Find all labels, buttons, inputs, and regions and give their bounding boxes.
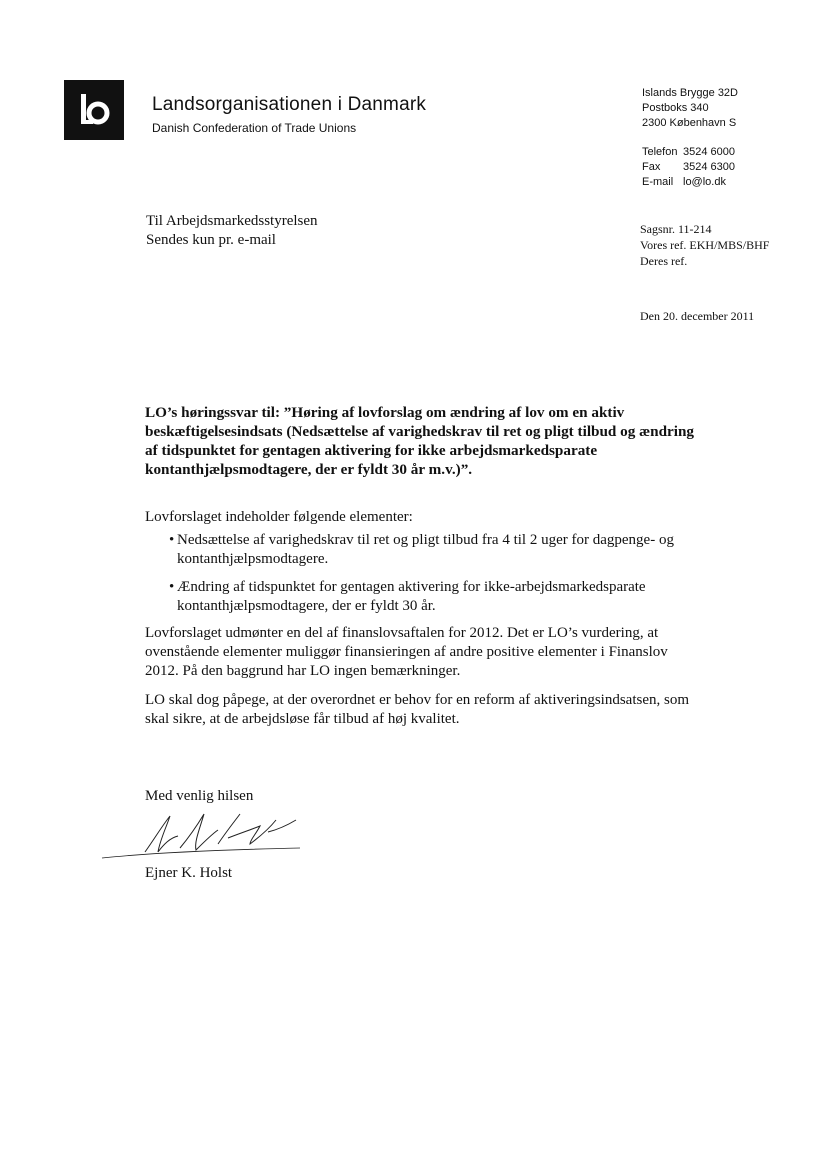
contact-row-fax [642,160,735,175]
address-line: Islands Brygge 32D [642,87,738,99]
your-reference: Deres ref. [640,254,688,268]
reference-block [640,221,769,269]
list-item-text: Nedsættelse af varighedskrav til ret og pligt tilbud fra 4 til 2 uger for dagpenge- og kontanthjælpsmodtagere. [177,532,674,567]
subject-heading: LO’s høringssvar til: ”Høring af lovforslag om ændring af lov om en aktiv beskæftigelsesindsats (Nedsættelse af varighedskrav til ret og pligt tilbud og ændring af tidspunktet for gentagen aktivering for ikke arbejdsmarkedsparate kontanthjælpsmodtagere, der er fyldt 30 år m.v.)”. [145,404,695,478]
signature-icon [100,808,310,863]
our-reference: Vores ref. EKH/MBS/BHF [640,238,770,252]
org-subtitle: Danish Confederation of Trade Unions [152,121,357,135]
contact-value: lo@lo.dk [683,176,726,188]
signer-name: Ejner K. Holst [145,865,233,881]
list-item-text: Ændring af tidspunktet for gentagen aktivering for ikke-arbejdsmarkedsparate kontanthjælpsmodtagere, der er fyldt 30 år. [177,579,646,614]
contact-label: E-mail [642,176,674,188]
bullet-icon: • [169,532,175,548]
list-item [145,578,705,616]
body-paragraph: LO skal dog påpege, at der overordnet er behov for en reform af aktiveringsindsatsen, som skal sikre, at de arbejdsløse får tilbud af høj kvalitet. [145,692,689,727]
contact-label: Telefon [642,146,678,158]
closing-greeting: Med venlig hilsen [145,788,254,804]
intro-paragraph: Lovforslaget indeholder følgende elementer: [145,509,413,525]
letter-date: Den 20. december 2011 [640,309,755,323]
body-paragraph: Lovforslaget udmønter en del af finanslovsaftalen for 2012. Det er LO’s vurdering, at ovenstående elementer muliggør finansieringen af andre positive elementer i Finanslov 2012. På den baggrund har LO ingen bemærkninger. [145,625,668,679]
address-line: Postboks 340 [642,102,709,114]
list-item [145,531,705,569]
contact-row-phone [642,145,735,160]
address-line: 2300 København S [642,117,737,129]
contact-block [642,145,735,190]
bullet-icon: • [169,579,175,595]
contact-value: 3524 6000 [683,146,735,158]
element-list [145,531,705,625]
lo-logo [64,80,124,140]
case-number: Sagsnr. 11-214 [640,222,712,236]
handwritten-signature [100,808,310,868]
org-name: Landsorganisationen i Danmark [152,94,427,115]
recipient-line: Til Arbejdsmarkedsstyrelsen [146,213,318,229]
contact-value: 3524 6300 [683,161,735,173]
contact-label: Fax [642,161,661,173]
recipient-line: Sendes kun pr. e-mail [146,232,276,248]
contact-row-email [642,175,735,190]
recipient-block [146,212,318,250]
lo-logo-mark [64,80,124,140]
address-block [642,86,738,131]
